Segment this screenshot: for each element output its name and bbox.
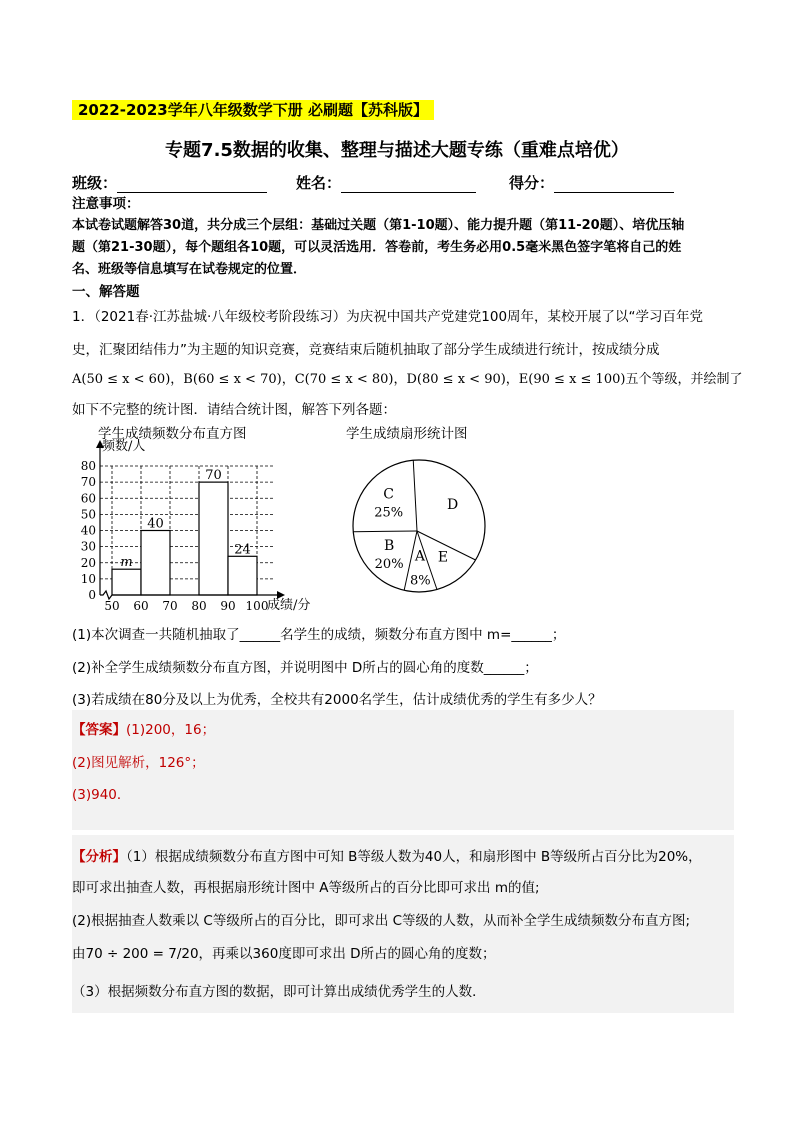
x-axis-label: 成绩/分 — [267, 598, 311, 613]
bar-label: 24 — [234, 542, 251, 558]
y-tick-label: 20 — [80, 555, 96, 570]
bar-label: 40 — [147, 516, 164, 532]
notes — [72, 193, 732, 303]
y-tick-label: 50 — [80, 507, 96, 522]
x-tick-label: 50 — [104, 599, 120, 613]
y-tick-label: 60 — [80, 491, 96, 506]
analysis-text-1: （1）根据成绩频数分布直方图中可知 B等级人数为40人，和扇形图中 B等级所占百分比为20%， — [126, 849, 702, 865]
question-1: (1)本次调查一共随机抽取了______名学生的成绩，频数分布直方图中 m=______； — [72, 627, 566, 643]
analysis-label: 【分析】 — [72, 849, 126, 865]
question-2: (2)补全学生成绩频数分布直方图，并说明图中 D所占的圆心角的度数______； — [72, 660, 538, 676]
name-label: 姓名： — [296, 174, 342, 192]
pie-outline — [353, 460, 485, 592]
x-tick-label: 60 — [133, 599, 149, 613]
class-field[interactable] — [72, 172, 267, 193]
class-label: 班级： — [72, 174, 118, 192]
pie-chart — [348, 455, 490, 597]
analysis-line-5: （3）根据频数分布直方图的数据，即可计算出成绩优秀学生的人数． — [72, 984, 486, 1000]
class-blank[interactable] — [117, 178, 267, 193]
problem-line-4: 如下不完整的统计图．请结合统计图，解答下列各题： — [72, 402, 396, 418]
answer-2: (2)图见解析，126°； — [72, 755, 205, 771]
pie-slice-label: D — [446, 497, 459, 514]
bar-label: 70 — [205, 468, 222, 484]
problem-line-3: A(50 ≤ x < 60)，B(60 ≤ x < 70)，C(70 ≤ x < 80)，D(80 ≤ x < 90)，E(90 ≤ x ≤ 100)五个等级，并绘制了 — [72, 372, 743, 387]
x-tick-label: 80 — [191, 599, 207, 613]
x-tick-label: 70 — [162, 599, 178, 613]
pie-slice-label: E — [437, 549, 449, 566]
notes-heading: 注意事项： — [72, 196, 140, 212]
y-axis-label: 频数/人 — [102, 439, 146, 454]
pie-title: 学生成绩扇形统计图 — [346, 426, 468, 442]
score-blank[interactable] — [554, 178, 674, 193]
page-title: 专题7.5数据的收集、整理与描述大题专练（重难点培优） — [165, 140, 629, 161]
name-field[interactable] — [296, 172, 476, 193]
pie-slice-percent: 20% — [374, 556, 404, 572]
notes-line-2: 题（第21-30题），每个题组各10题，可以灵活选用．答卷前，考生务必用0.5毫米黑色签字笔将自己的姓 — [72, 240, 682, 255]
y-tick-label: 0 — [88, 588, 96, 602]
answer-label: 【答案】 — [72, 722, 126, 738]
answer-1: (1)200，16； — [126, 722, 216, 738]
histogram-title: 学生成绩频数分布直方图 — [98, 426, 247, 442]
y-tick-label: 70 — [80, 475, 96, 490]
question-3: (3)若成绩在80分及以上为优秀，全校共有2000名学生，估计成绩优秀的学生有多少人？ — [72, 692, 602, 708]
analysis-line-1 — [72, 845, 702, 865]
header-banner: 2022-2023学年八年级数学下册 必刷题【苏科版】 — [72, 100, 434, 120]
pie-slice-label: B — [383, 537, 395, 554]
score-label: 得分： — [509, 174, 555, 192]
pie-slice-label: A — [414, 548, 425, 565]
y-tick-label: 80 — [80, 459, 96, 473]
name-blank[interactable] — [341, 178, 476, 193]
pie-slice-label: C — [383, 486, 395, 503]
problem-line-1: 1．（2021春·江苏盐城·八年级校考阶段练习）为庆祝中国共产党建党100周年，某校开展了以“学习百年党 — [72, 309, 704, 325]
notes-line-1: 本试卷试题解答30道，共分成三个层组：基础过关题（第1-10题）、能力提升题（第11-20题）、培优压轴 — [72, 218, 685, 233]
x-tick-label: 90 — [220, 599, 236, 613]
analysis-line-3: (2)根据抽查人数乘以 C等级所占的百分比，即可求出 C等级的人数，从而补全学生成绩频数分布直方图; — [72, 913, 691, 929]
section-heading: 一、解答题 — [72, 284, 140, 300]
pie-slice-percent: 8% — [410, 573, 431, 589]
histogram-bars — [112, 482, 257, 595]
histogram-bar — [112, 569, 141, 595]
answer-line-1 — [72, 718, 215, 738]
histogram-bar — [228, 556, 257, 595]
analysis-line-2: 即可求出抽查人数，再根据扇形统计图中 A等级所占的百分比即可求出 m的值; — [72, 880, 540, 896]
score-field[interactable] — [509, 172, 674, 193]
pie-slice-percent: 25% — [374, 505, 404, 521]
frequency-histogram — [70, 436, 350, 616]
y-tick-label: 40 — [80, 523, 96, 538]
problem-line-2: 史，汇聚团结伟力”为主题的知识竞赛，竞赛结束后随机抽取了部分学生成绩进行统计，按成绩分成 — [72, 342, 660, 358]
answer-3: (3)940． — [72, 787, 131, 803]
histogram-bar — [141, 531, 170, 596]
notes-line-3: 名、班级等信息填写在试卷规定的位置． — [72, 262, 307, 277]
bar-label: m — [120, 555, 133, 571]
x-tick-label: 100 — [245, 599, 269, 613]
y-tick-label: 10 — [80, 571, 96, 586]
histogram-bar — [199, 482, 228, 595]
pie-slices — [353, 460, 485, 592]
y-tick-label: 30 — [80, 539, 96, 554]
analysis-line-4: 由70 ÷ 200 = 7/20，再乘以360度即可求出 D所占的圆心角的度数； — [72, 946, 496, 962]
